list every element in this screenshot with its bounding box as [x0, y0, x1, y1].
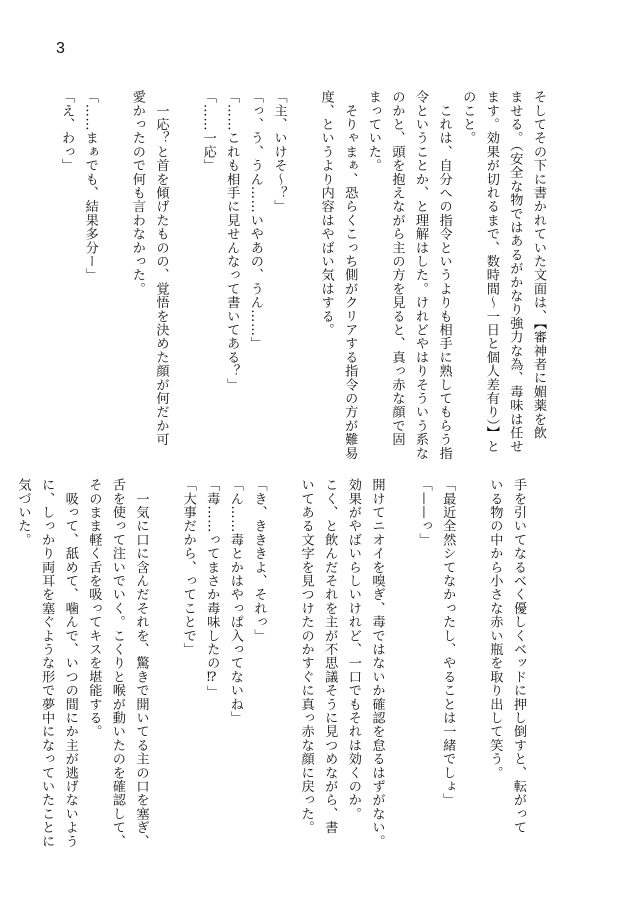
dialogue-line: 「……まぁでも、結果多分ー」 [82, 90, 98, 282]
text-line: 舌を使って注いでいく。こくりと喉が動いたのを確認して、 [109, 478, 125, 848]
dialogue-line: 「大事だから、ってことで」 [180, 478, 196, 657]
text-line: そりゃまぁ、恐らくこっち側がクリアする指令の方が難易 [342, 90, 358, 460]
dialogue-line: 「……これも相手に見せんなって書いてある？」 [224, 90, 240, 392]
text-line: 手を引いてなるべく優しくベッドに押し倒すと、転がって [511, 478, 526, 835]
top-text-block [59, 90, 550, 460]
text-line: 令ということか、と理解はした。けれどやはりそういう系な [413, 90, 429, 460]
text-line: いてある文字を見つけたのかすぐに真っ赤な顔に戻った。 [298, 478, 314, 835]
text-line: 気づいた。 [15, 478, 31, 547]
text-line: 一応？と首を傾げたものの、覚悟を決めた顔が何だか可 [153, 90, 169, 447]
text-line: 開けてニオイを嗅ぎ、毒ではないか確認を怠るはずがない。 [369, 478, 385, 848]
text-line: 吸って、舐めて、噛んで、いつの間にか主が逃げないよう [62, 478, 78, 848]
text-line: まっていた。 [365, 90, 381, 173]
dialogue-line: 「——っ」 [416, 478, 432, 547]
blank-line [270, 478, 294, 888]
bottom-text-block [15, 478, 530, 888]
text-line: こく、と飲んだそれを主が不思議そうに見つめながら、書 [322, 478, 338, 835]
text-line: に、しっかり両耳を塞ぐような形で夢中になっていたことに [39, 478, 55, 848]
dialogue-line: 「毒……ってまさか毒味したの⁉」 [204, 478, 220, 699]
text-line: のこと。 [460, 90, 476, 145]
text-line: そのまま軽く舌を吸ってキスを堪能する。 [86, 478, 102, 739]
dialogue-line: 「き、きききよ、それっ」 [251, 478, 267, 643]
text-line: 度、というより内容はやばい気はする。 [318, 90, 334, 337]
dialogue-line: 「え、わっ」 [59, 90, 75, 173]
dialogue-line: 「最近全然シてなかったし、やることは一緒でしょ」 [440, 478, 456, 807]
blank-line [290, 90, 314, 450]
blank-line [388, 478, 412, 888]
blank-line [102, 90, 126, 450]
text-line: のかと、頭を抱えながら主の方を見ると、真っ赤な顔で固 [389, 90, 405, 447]
blank-line [173, 90, 197, 450]
text-line: 効果がやばいらしいけれど、一口でもそれは効くのか。 [345, 478, 361, 821]
text-line: ます。効果が切れるまで、数時間〜一日と個人差有り）】と [483, 90, 499, 454]
dialogue-line: 「……一応」 [200, 90, 216, 173]
dialogue-line: 「ん……毒とかはやっぱ入ってないね」 [227, 478, 243, 725]
text-line: 一気に口に含んだそれを、驚きで開いてる主の口を塞ぎ、 [133, 478, 149, 848]
blank-line [459, 478, 483, 888]
page-number: 3 [56, 40, 65, 57]
text-line: いる物の中から小さな赤い瓶を取り出して笑う。 [487, 478, 503, 780]
text-line: そしてその下に書かれていた文面は、【審神者に媚薬を飲 [531, 90, 546, 440]
text-line: ませる。（安全な物ではあるがかなり強力な為、毒味は任せ [507, 90, 523, 454]
blank-line [153, 478, 177, 888]
dialogue-line: 「っ、う、うん……いやあの、うん……」 [247, 90, 263, 351]
text-line: これは、自分への指令というよりも相手に熟してもらう指 [436, 90, 452, 460]
dialogue-line: 「主、いけそ〜？」 [271, 90, 287, 214]
text-line: 愛かったので何も言わなかった。 [129, 90, 145, 296]
